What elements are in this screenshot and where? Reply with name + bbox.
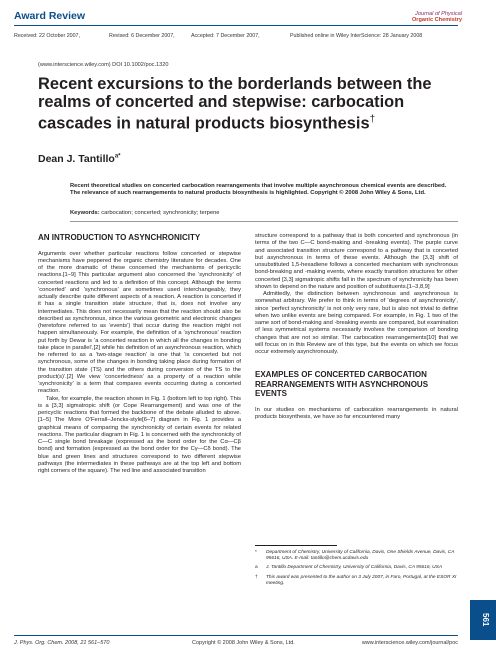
abstract: Recent theoretical studies on concerted carbocation rearrangements that involve multiple asynchronous chemical events are described. The relevance of such rearrangements to natural products biosynthesis is highlighted. Copyright © 2008 John Wiley & Sons, Ltd. (70, 183, 447, 197)
right-column (255, 233, 458, 422)
article-type-label: Award Review (14, 10, 86, 22)
journal-logo-line1: Journal of Physical (415, 11, 462, 17)
body-paragraph: Arguments over whether particular reactions follow concerted or stepwise mechanisms have peppered the organic chemistry literature for decades. One of the more dramatic of these concerned the mechanisms of pericyclic reactions.[1–9] This particular argument also concerned the ‘synchronicity’ of concerted reactions and led to a definition of this concept. Although the terms ‘concerted’ and ‘synchronous’ are sometimes used interchangeably, they actually describe quite different aspects of a reaction. A reaction is concerted if it has a single transition state structure, that is, does not involve any intermediates. This does not necessarily mean that the reaction should also be described as synchronous, since the various geometric and electronic changes (heretofore referred to as ‘events’) that occur during the reaction might not happen simultaneously. For example, the definition of a ‘synchronous’ reaction put forth by Dewar is ‘a concerted reaction in which all the changes in bonding take place in parallel’,[2] while his definition of an asynchronous reaction, which he referred to as a ‘two-stage reaction’ is one that ‘is concerted but not synchronous, some of the changes in bonding taking place during formation of the transition state (TS) and the others during conversion of the TS to the product(s)’.[2] We view ‘concertedness’ as a property of a reaction while ‘synchronicity’ is a term that compares events occurring during a concerted reaction. (38, 250, 241, 395)
page-number: 561 (481, 613, 490, 627)
footnote-rule (255, 545, 337, 546)
footnote (255, 575, 458, 587)
revised-date: Revised: 6 December 2007, (109, 33, 175, 39)
footnote-text: This award was presented to the author on 3 July 2007, in Faro, Portugal, at the ESOR XI meeting. (266, 574, 457, 586)
footnote (255, 565, 458, 571)
author-name: Dean J. Tantillo (38, 153, 115, 165)
keywords (70, 210, 220, 216)
footnotes (255, 550, 458, 590)
keywords-label: Keywords: (70, 210, 100, 216)
author-line (38, 153, 121, 165)
body-paragraph: structure correspond to a pathway that is both concerted and synchronous (in terms of the two C—C bond-making and -breaking events). The purple curve and associated transition structure correspond to a pathway that is concerted but asynchronous in terms of these events. Although the [3,3] shift of unsubstituted 1,5-hexadiene follows a concerted mechanism with synchronous bond-breaking and -making events, where exactly transition structures for other concerted [3,3] sigmatropic shifts fall in the spectrum of synchronicity has been shown to depend on the nature and position of substituents.[1–3,8,9] (255, 233, 458, 290)
received-date: Received: 22 October 2007, (14, 33, 80, 39)
footnote-text: J. Tantillo Department of Chemistry, University of California, Davis, CA 95616, USA (266, 565, 443, 571)
section-heading-introduction: AN INTRODUCTION TO ASYNCHRONICITY (38, 233, 201, 242)
footnote (255, 550, 458, 562)
footer-rule (14, 635, 458, 636)
article-title (38, 76, 458, 133)
footer-citation: J. Phys. Org. Chem. 2008, 21 561–570 (14, 640, 110, 646)
left-column (38, 233, 241, 475)
footer-site[interactable]: www.interscience.wiley.com/journal/poc (361, 640, 458, 646)
article-title-text: Recent excursions to the borderlands between the realms of concerted and stepwise: carbocation cascades in natural products biosynthesis (38, 75, 432, 133)
body-paragraph: Admittedly, the distinction between synchronous and asynchronous is somewhat arbitrary. We prefer to think in terms of ‘degrees of asynchronicity’, since ‘perfect synchronicity’ is not only very rare, but is also not trivial to define when two unlike events are being compared. For example, in Fig. 1 two of the same sort of bond-making and -breaking events are compared, but examination of less symmetrical systems necessarily involves the comparison of bonding changes that are not so similar. The carbocation rearrangements[10] that we will focus on in this Review are of this type, but the events on which we focus occur extremely asynchronously. (255, 291, 458, 355)
body-paragraph: In our studies on mechanisms of carbocation rearrangements in natural products biosynthesis, we have so far encountered many (255, 407, 458, 421)
footer-copyright: Copyright © 2008 John Wiley & Sons, Ltd. (192, 640, 295, 646)
footnote-mark: * (255, 550, 257, 555)
footnote-mark: † (255, 574, 258, 580)
body-paragraph: Take, for example, the reaction shown in Fig. 1 (bottom left to top right). This is a [3,3] sigmatropic shift (or Cope Rearrangement) and was one of the pericyclic reactions that formed the backbone of the debate alluded to above.[1–5] The More O’Ferrall–Jencks-style[6–7] diagram in Fig. 1 provides a graphical means of comparing the synchronicity of certain events for related reactions. The particular diagram in Fig. 1 is concerned with the synchronicity of C—C single bond breakage (expressed as the bond order for the Cα—Cβ bond) and formation (expressed as the bond order for the Cγ—Cδ bond). The blue and green lines and structures correspond to two different stepwise pathways (the intermediates in these pathways are at the top left and bottom right corners of the square). The red line and associated transition (38, 395, 241, 475)
keywords-rule (70, 221, 458, 222)
title-footnote-mark[interactable]: † (369, 114, 376, 126)
journal-logo (412, 11, 462, 24)
footnote-mark: a (255, 565, 258, 571)
doi-line[interactable]: (www.interscience.wiley.com) DOI 10.1002/poc.1320 (38, 62, 169, 68)
footnote-text: Department of Chemistry, University of California, Davis, One Shields Avenue, Davis, CA 95616, USA. E-mail: tantillo@chem.ucdavis.edu (266, 550, 455, 562)
accepted-date: Accepted: 7 December 2007, (191, 33, 260, 39)
journal-logo-line2: Organic Chemistry (411, 17, 462, 24)
published-date: Published online in Wiley InterScience: 28 January 2008 (290, 33, 423, 39)
section-heading-examples: EXAMPLES OF CONCERTED CARBOCATION REARRANGEMENTS WITH ASYNCHRONOUS EVENTS (255, 370, 429, 399)
keywords-list: carbocation; concerted; synchronicity; terpene (101, 210, 220, 216)
header-rule (14, 25, 458, 26)
author-affiliation-mark[interactable]: a* (114, 153, 121, 160)
